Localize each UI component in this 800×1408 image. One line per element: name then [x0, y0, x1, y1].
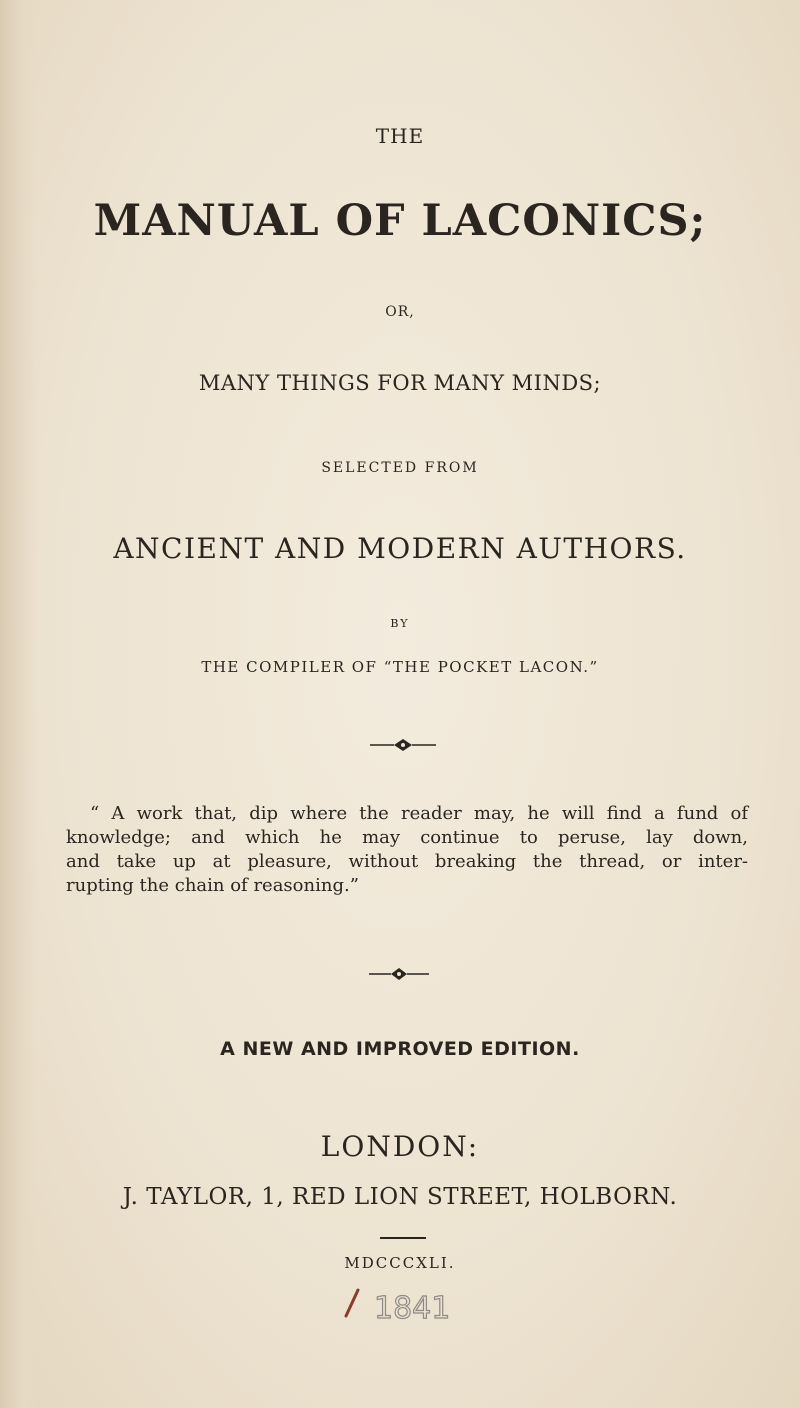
- imprint-rule: [380, 1237, 426, 1239]
- selected-from-label: SELECTED FROM: [321, 460, 479, 476]
- book-subtitle: MANY THINGS FOR MANY MINDS;: [198, 371, 602, 395]
- quote-line: knowledge; and which he may continue to peruse, lay down,: [66, 827, 748, 848]
- quote-line: and take up at pleasure, without breaking the thread, or inter-: [66, 851, 748, 872]
- title-article: THE: [375, 124, 425, 148]
- by-label: BY: [390, 617, 410, 630]
- pencil-annotation: [336, 1284, 476, 1332]
- diamond-ornament-icon: [369, 967, 429, 981]
- imprint-year: MDCCCXLI.: [344, 1254, 456, 1272]
- quote-line: rupting the chain of reasoning.”: [66, 875, 359, 896]
- edition-line: A NEW AND IMPROVED EDITION.: [220, 1038, 580, 1060]
- title-or: OR,: [385, 304, 415, 320]
- quote-line: “ A work that, dip where the reader may, he will find a fund of: [90, 803, 748, 824]
- imprint-publisher: J. TAYLOR, 1, RED LION STREET, HOLBORN.: [122, 1184, 678, 1210]
- diamond-ornament-icon: [370, 738, 436, 752]
- imprint-city: LONDON:: [320, 1130, 480, 1163]
- pencil-note: 1841: [374, 1291, 451, 1326]
- book-title: MANUAL OF LACONICS;: [93, 196, 707, 246]
- compiler-line: THE COMPILER OF “THE POCKET LACON.”: [201, 658, 599, 676]
- epigraph-quote: [66, 802, 748, 898]
- authors-line: ANCIENT AND MODERN AUTHORS.: [113, 532, 687, 565]
